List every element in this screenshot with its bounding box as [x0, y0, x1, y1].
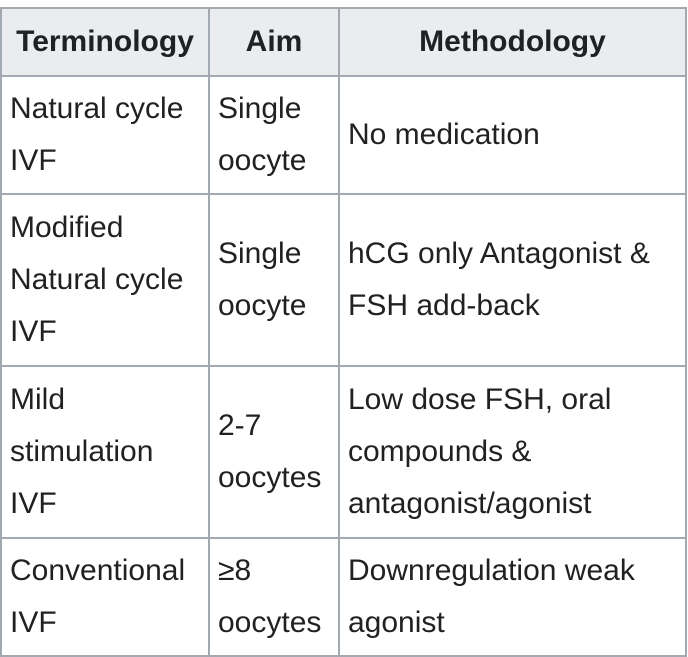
cell-aim [209, 366, 339, 538]
cell-line: Single [218, 92, 302, 125]
cell-line: FSH add-back [348, 289, 540, 322]
cell-line: No medication [348, 118, 540, 151]
cell-line: Downregulation weak [348, 554, 635, 587]
cell-line: Mild [10, 383, 66, 416]
cell-line: antagonist/agonist [348, 487, 592, 520]
cell-methodology [339, 366, 686, 538]
header-aim: Aim [209, 8, 339, 76]
cell-line: oocyte [218, 144, 307, 177]
cell-line: IVF [10, 144, 57, 177]
cell-line: IVF [10, 606, 57, 639]
cell-line: oocytes [218, 461, 322, 494]
cell-terminology [1, 194, 209, 366]
ivf-terminology-table [0, 7, 687, 657]
cell-aim [209, 76, 339, 194]
table-row-conventional [1, 538, 686, 656]
cell-line: ≥8 [218, 554, 252, 587]
cell-terminology [1, 76, 209, 194]
cell-aim [209, 194, 339, 366]
cell-line: Modified [10, 211, 124, 244]
cell-line: Low dose FSH, oral [348, 383, 612, 416]
cell-line: Natural cycle [10, 263, 184, 296]
cell-line: hCG only Antagonist & [348, 237, 650, 270]
header-terminology: Terminology [1, 8, 209, 76]
cell-terminology [1, 366, 209, 538]
cell-line: compounds & [348, 435, 532, 468]
cell-line: IVF [10, 315, 57, 348]
cell-line: Single [218, 237, 302, 270]
table-row-natural-cycle [1, 76, 686, 194]
cell-line: IVF [10, 487, 57, 520]
cell-methodology [339, 194, 686, 366]
cell-methodology [339, 538, 686, 656]
cell-line: oocyte [218, 289, 307, 322]
table-row-modified-natural-cycle [1, 194, 686, 366]
cell-aim [209, 538, 339, 656]
table-row-mild-stimulation [1, 366, 686, 538]
header-row [1, 8, 686, 76]
cell-line: stimulation [10, 435, 154, 468]
cell-line: Natural cycle [10, 92, 184, 125]
header-methodology: Methodology [339, 8, 686, 76]
cell-methodology [339, 76, 686, 194]
cell-line: Conventional [10, 554, 186, 587]
cell-line: oocytes [218, 606, 322, 639]
cell-line: 2-7 [218, 409, 262, 442]
cell-line: agonist [348, 606, 445, 639]
cell-terminology [1, 538, 209, 656]
